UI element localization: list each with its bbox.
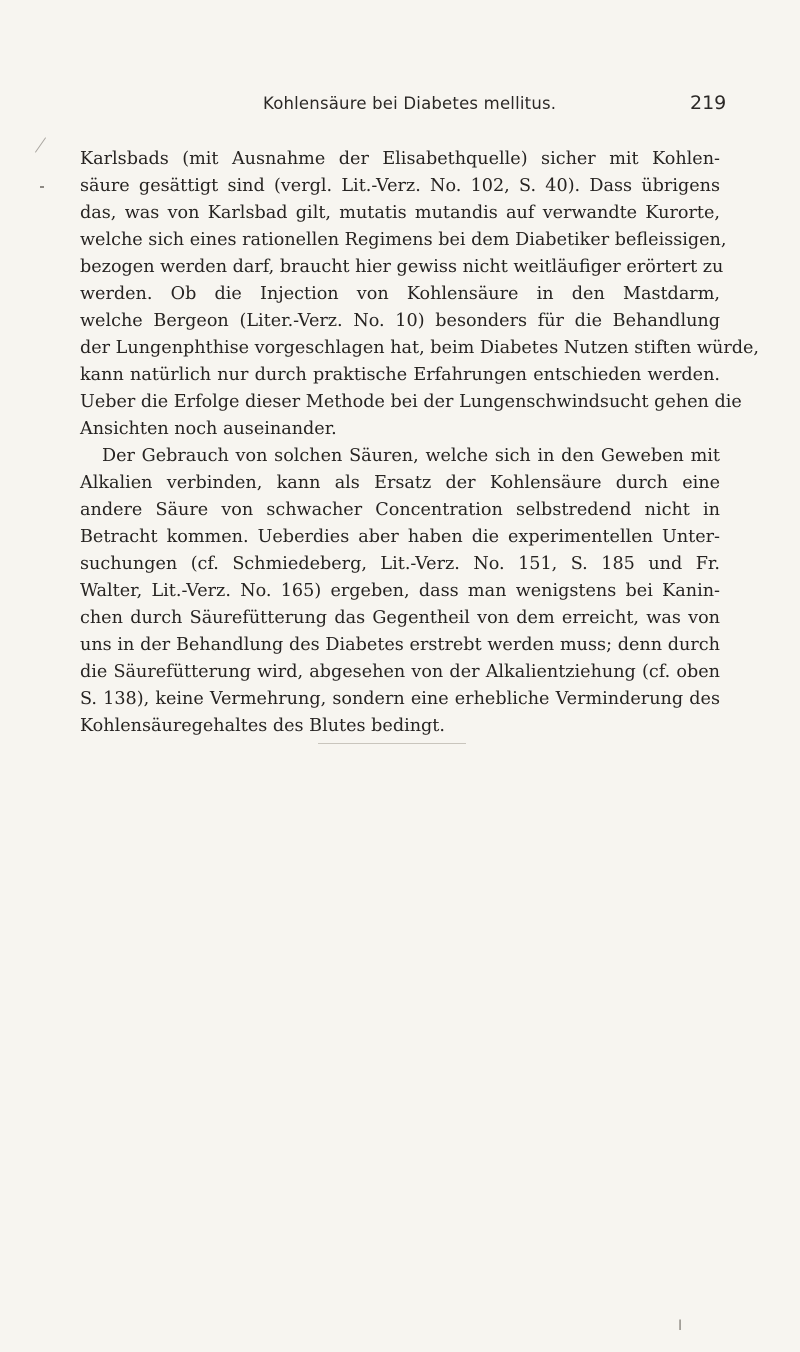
running-title: Kohlensäure bei Diabetes mellitus. <box>263 94 557 113</box>
text-line: welche sich eines rationellen Regimens bei dem Diabetiker befleissigen, <box>80 230 727 250</box>
text-line: das, was von Karlsbad gilt, mutatis mutandis auf verwandte Kurorte, <box>80 203 720 223</box>
text-line: S. 138), keine Vermehrung, sondern eine erhebliche Verminderung des <box>80 689 720 709</box>
text-line: suchungen (cf. Schmiedeberg, Lit.-Verz. No. 151, S. 185 und Fr. <box>80 554 720 574</box>
text-line: Der Gebrauch von solchen Säuren, welche sich in den Geweben mit <box>102 446 720 466</box>
text-line: Walter, Lit.-Verz. No. 165) ergeben, dass man wenigstens bei Kanin- <box>80 581 720 601</box>
text-line: uns in der Behandlung des Diabetes erstrebt werden muss; denn durch <box>80 635 720 655</box>
margin-dot-mark <box>40 186 44 188</box>
footer-mark: I <box>678 1318 683 1334</box>
body-text <box>80 146 759 740</box>
text-line: Karlsbads (mit Ausnahme der Elisabethquelle) sicher mit Kohlen- <box>80 149 720 169</box>
text-line: bezogen werden darf, braucht hier gewiss nicht weitläufiger erörtert zu <box>80 257 724 277</box>
text-line: der Lungenphthise vorgeschlagen hat, beim Diabetes Nutzen stiften würde, <box>80 338 759 358</box>
text-line: die Säurefütterung wird, abgesehen von der Alkalientziehung (cf. oben <box>80 662 720 682</box>
text-line: werden. Ob die Injection von Kohlensäure in den Mastdarm, <box>80 284 720 304</box>
page-number: 219 <box>690 92 727 114</box>
text-line: andere Säure von schwacher Concentration selbstredend nicht in <box>80 500 720 520</box>
text-line: Ansichten noch auseinander. <box>80 419 337 439</box>
text-line: kann natürlich nur durch praktische Erfahrungen entschieden werden. <box>80 365 720 385</box>
text-line: chen durch Säurefütterung das Gegentheil von dem erreicht, was von <box>80 608 720 628</box>
text-line: Ueber die Erfolge dieser Methode bei der Lungenschwindsucht gehen die <box>80 392 742 412</box>
text-line: Alkalien verbinden, kann als Ersatz der Kohlensäure durch eine <box>80 473 720 493</box>
text-line: säure gesättigt sind (vergl. Lit.-Verz. No. 102, S. 40). Dass übrigens <box>80 176 720 196</box>
text-line: Betracht kommen. Ueberdies aber haben die experimentellen Unter- <box>80 527 720 547</box>
section-divider <box>318 743 466 744</box>
margin-pencil-mark <box>35 137 46 152</box>
text-line: Kohlensäuregehaltes des Blutes bedingt. <box>80 716 445 736</box>
text-line: welche Bergeon (Liter.-Verz. No. 10) besonders für die Behandlung <box>80 311 720 331</box>
